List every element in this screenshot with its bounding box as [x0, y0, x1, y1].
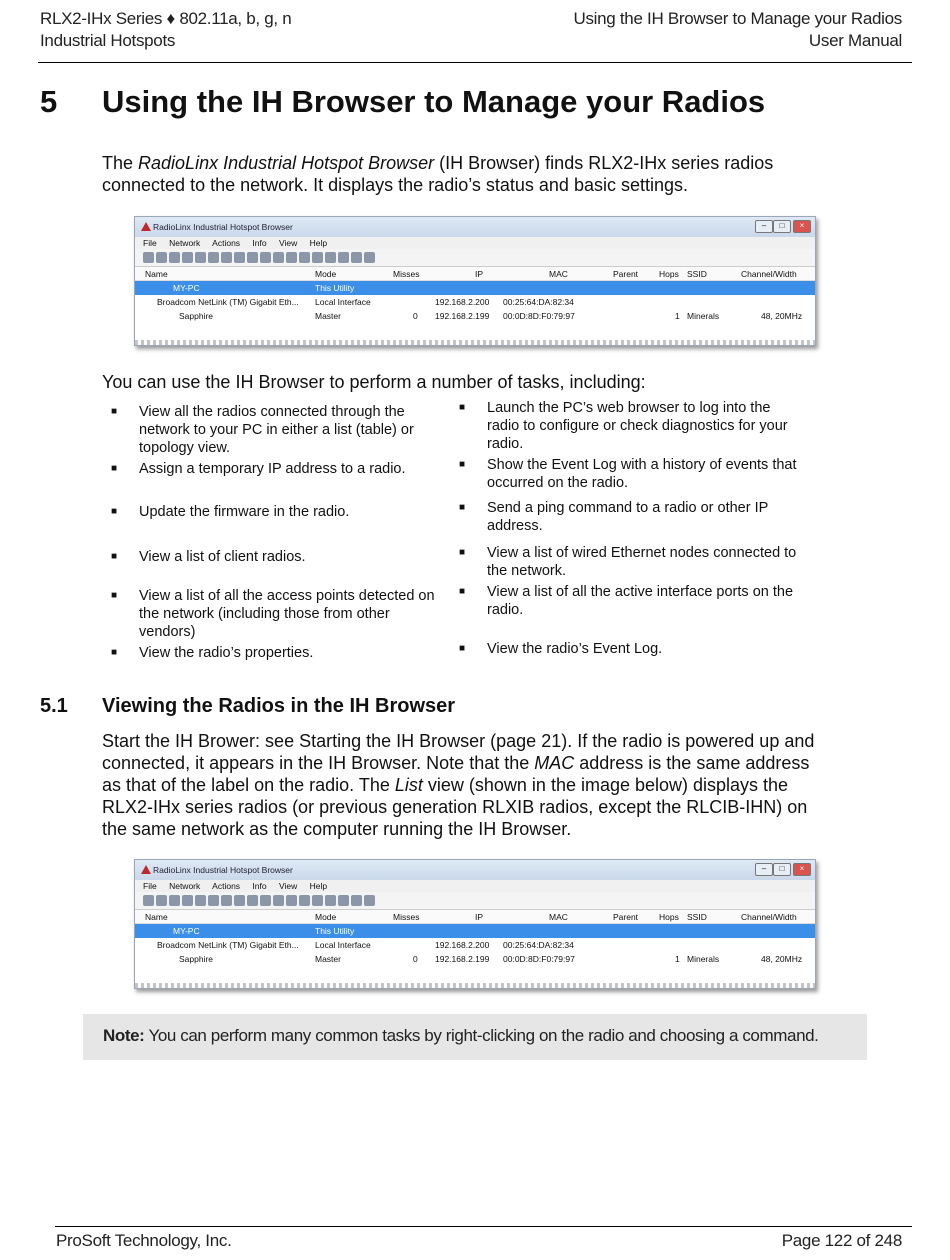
menu-actions: Actions	[212, 238, 241, 248]
maximize-icon: □	[773, 220, 791, 233]
col-name: Name	[145, 912, 168, 922]
task-text: View a list of client radios.	[139, 549, 306, 565]
task-text: View all the radios connected through the network to your PC in either a list (table) or topology view.	[139, 404, 414, 456]
cell-hops: 1	[675, 311, 680, 321]
menu-bar	[135, 237, 815, 249]
table-row	[135, 309, 815, 323]
task-bullet-right	[459, 399, 802, 453]
table-row	[135, 281, 815, 295]
bullet-square-icon: ■	[111, 506, 118, 517]
wand-icon	[156, 895, 167, 906]
cell-channel: 48, 20MHz	[761, 954, 803, 964]
bullet-square-icon: ■	[111, 463, 118, 474]
task-text: View a list of all the access points detected on the network (including those from other vendors)	[139, 588, 435, 640]
cell-name: Sapphire	[179, 954, 214, 964]
cell-ssid: Minerals	[687, 311, 720, 321]
bullet-square-icon: ■	[459, 402, 466, 413]
col-channel-width: Channel/Width	[741, 912, 797, 922]
bullet-square-icon: ■	[111, 551, 118, 562]
task-bullet-left	[111, 503, 439, 521]
task-bullet-right	[459, 456, 802, 492]
col-ip: IP	[475, 912, 484, 922]
header-divider	[38, 62, 912, 63]
topology-icon	[195, 252, 206, 263]
running-header-right	[573, 8, 902, 52]
radiolinx-logo-icon	[141, 222, 151, 231]
scan-icon	[143, 895, 154, 906]
section-paragraph	[102, 730, 827, 840]
document-icon	[351, 252, 362, 263]
col-misses: Misses	[393, 269, 420, 279]
bullet-square-icon: ■	[459, 459, 466, 470]
page-icon	[338, 895, 349, 906]
window-titlebar	[135, 217, 815, 237]
zoom-in-icon	[312, 895, 323, 906]
task-bullet-right	[459, 499, 802, 535]
table-header	[135, 910, 815, 924]
menu-bar	[135, 880, 815, 892]
zoom-out-icon	[325, 895, 336, 906]
user-icon	[299, 252, 310, 263]
cell-channel: 48, 20MHz	[761, 311, 803, 321]
mac-term: MAC	[534, 753, 575, 773]
task-bullet-left	[111, 548, 439, 566]
clients-icon	[286, 252, 297, 263]
monitor-icon	[260, 252, 271, 263]
intro-paragraph	[102, 152, 832, 196]
intro-text: The	[102, 153, 139, 173]
col-mode: Mode	[315, 269, 337, 279]
toolbar	[135, 249, 815, 267]
zoom-out-icon	[325, 252, 336, 263]
task-text: View a list of all the active interface ports on the radio.	[487, 584, 794, 618]
chapter-heading	[40, 84, 765, 120]
window-titlebar	[135, 860, 815, 880]
footer-divider	[55, 1226, 912, 1227]
col-ssid: SSID	[687, 269, 707, 279]
cell-mode: Master	[315, 954, 341, 964]
cell-mode: Local Interface	[315, 297, 371, 307]
task-text: View a list of wired Ethernet nodes connected to the network.	[487, 545, 797, 579]
intro-text-rest: (IH Browser) finds RLX2-IHx series radios connected to the network. It displays the radio’s status and basic settings.	[102, 153, 774, 195]
chapter-number: 5	[40, 84, 58, 119]
cell-misses: 0	[413, 311, 418, 321]
help-icon	[364, 895, 375, 906]
menu-info: Info	[252, 881, 267, 891]
table-row	[135, 938, 815, 952]
task-text: View the radio’s Event Log.	[487, 641, 663, 657]
cell-mode: This Utility	[315, 283, 355, 293]
tree-view-icon	[247, 252, 258, 263]
cell-mode: Master	[315, 311, 341, 321]
cell-hops: 1	[675, 954, 680, 964]
radiolinx-logo-icon	[141, 865, 151, 874]
footer-page-number: Page 122 of 248	[781, 1231, 902, 1250]
link-icon	[208, 252, 219, 263]
col-channel-width: Channel/Width	[741, 269, 797, 279]
section-title: Viewing the Radios in the IH Browser	[102, 695, 456, 717]
cell-mode: Local Interface	[315, 940, 371, 950]
list-view-icon	[234, 252, 245, 263]
cell-mac: 00:25:64:DA:82:34	[503, 297, 574, 307]
user-icon	[299, 895, 310, 906]
menu-file: File	[143, 881, 157, 891]
menu-help: Help	[309, 881, 328, 891]
product-name: RadioLinx Industrial Hotspot Browser	[138, 153, 435, 173]
footer-company: ProSoft Technology, Inc.	[56, 1231, 232, 1250]
bullet-square-icon: ■	[459, 502, 466, 513]
task-text: Send a ping command to a radio or other IP address.	[487, 500, 769, 534]
task-text: Update the firmware in the radio.	[139, 504, 350, 520]
menu-help: Help	[309, 238, 328, 248]
chapter-title: Using the IH Browser to Manage your Radios	[102, 84, 766, 119]
menu-network: Network	[169, 881, 201, 891]
bullet-square-icon: ■	[459, 643, 466, 654]
minimize-icon: –	[755, 863, 773, 876]
network-icon	[182, 895, 193, 906]
cell-mode: This Utility	[315, 926, 355, 936]
col-hops: Hops	[659, 912, 679, 922]
col-misses: Misses	[393, 912, 420, 922]
menu-view: View	[278, 881, 298, 891]
scan-icon	[143, 252, 154, 263]
bullet-square-icon: ■	[459, 547, 466, 558]
col-ssid: SSID	[687, 912, 707, 922]
globe-icon	[169, 252, 180, 263]
section-text: view (shown in the image below) displays the RLX2-IHx series radios (or previous generation RLXIB radios, except the RLCIB-IHN) on the same network as the computer running the IH Browser.	[102, 775, 808, 839]
col-mac: MAC	[549, 912, 568, 922]
bullet-square-icon: ■	[111, 406, 118, 417]
monitor-icon	[260, 895, 271, 906]
task-bullet-left	[111, 403, 439, 457]
header-doc-type: User Manual	[808, 31, 902, 50]
header-subtitle: Industrial Hotspots	[40, 31, 176, 50]
bullet-square-icon: ■	[111, 590, 118, 601]
properties-icon	[221, 252, 232, 263]
cell-name: MY-PC	[173, 926, 200, 936]
window-title: RadioLinx Industrial Hotspot Browser	[153, 222, 293, 232]
menu-actions: Actions	[212, 881, 241, 891]
col-hops: Hops	[659, 269, 679, 279]
document-icon	[351, 895, 362, 906]
tasks-intro: You can use the IH Browser to perform a number of tasks, including:	[102, 372, 646, 392]
cell-ip: 192.168.2.200	[435, 940, 490, 950]
running-header-left	[40, 8, 291, 52]
list-term: List	[394, 775, 423, 795]
ping-icon	[273, 895, 284, 906]
ping-icon	[273, 252, 284, 263]
menu-file: File	[143, 238, 157, 248]
globe-icon	[169, 895, 180, 906]
task-bullet-left	[111, 460, 439, 478]
task-bullet-right	[459, 583, 802, 619]
section-text: address is the same address as that of the label on the radio. The	[102, 753, 810, 795]
note-body: You can perform many common tasks by right-clicking on the radio and choosing a command.	[144, 1026, 819, 1045]
cell-mac: 00:25:64:DA:82:34	[503, 940, 574, 950]
close-icon: ×	[793, 220, 811, 233]
topology-icon	[195, 895, 206, 906]
link-icon	[208, 895, 219, 906]
cell-name: MY-PC	[173, 283, 200, 293]
clients-icon	[286, 895, 297, 906]
task-text: Assign a temporary IP address to a radio.	[139, 461, 406, 477]
properties-icon	[221, 895, 232, 906]
bullet-square-icon: ■	[459, 586, 466, 597]
network-icon	[182, 252, 193, 263]
close-icon: ×	[793, 863, 811, 876]
bullet-square-icon: ■	[111, 647, 118, 658]
col-ip: IP	[475, 269, 484, 279]
cell-mac: 00:0D:8D:F0:79:97	[503, 954, 575, 964]
col-mac: MAC	[549, 269, 568, 279]
menu-info: Info	[252, 238, 267, 248]
list-view-icon	[234, 895, 245, 906]
torn-edge	[135, 340, 815, 345]
table-row	[135, 952, 815, 966]
cell-ip: 192.168.2.199	[435, 954, 490, 964]
window-title: RadioLinx Industrial Hotspot Browser	[153, 865, 293, 875]
col-name: Name	[145, 269, 168, 279]
col-mode: Mode	[315, 912, 337, 922]
task-bullet-right	[459, 544, 802, 580]
zoom-in-icon	[312, 252, 323, 263]
header-product: RLX2-IHx Series ♦ 802.11a, b, g, n	[40, 9, 292, 28]
header-chapter: Using the IH Browser to Manage your Radios	[573, 9, 902, 28]
cell-ip: 192.168.2.199	[435, 311, 490, 321]
task-bullet-left	[111, 587, 439, 641]
ih-browser-screenshot	[134, 216, 816, 346]
cell-name: Sapphire	[179, 311, 214, 321]
section-heading	[40, 695, 455, 718]
help-icon	[364, 252, 375, 263]
task-bullet-right	[459, 640, 802, 658]
task-text: Show the Event Log with a history of events that occurred on the radio.	[487, 457, 797, 491]
maximize-icon: □	[773, 863, 791, 876]
note-box	[83, 1014, 867, 1060]
toolbar	[135, 892, 815, 910]
menu-view: View	[278, 238, 298, 248]
task-text: Launch the PC’s web browser to log into the radio to configure or check diagnostics for your radio.	[487, 400, 788, 452]
menu-network: Network	[169, 238, 201, 248]
wand-icon	[156, 252, 167, 263]
section-number: 5.1	[40, 695, 68, 717]
note-label: Note:	[103, 1026, 145, 1045]
table-row	[135, 924, 815, 938]
cell-mac: 00:0D:8D:F0:79:97	[503, 311, 575, 321]
table-row	[135, 295, 815, 309]
cell-name: Broadcom NetLink (TM) Gigabit Eth...	[157, 940, 299, 950]
cell-name: Broadcom NetLink (TM) Gigabit Eth...	[157, 297, 299, 307]
task-text: View the radio’s properties.	[139, 645, 314, 661]
table-header	[135, 267, 815, 281]
ih-browser-list-view-screenshot	[134, 859, 816, 989]
note-text	[103, 1026, 819, 1046]
cell-ssid: Minerals	[687, 954, 720, 964]
tree-view-icon	[247, 895, 258, 906]
page-icon	[338, 252, 349, 263]
cell-misses: 0	[413, 954, 418, 964]
task-bullet-left	[111, 644, 439, 662]
minimize-icon: –	[755, 220, 773, 233]
cell-ip: 192.168.2.200	[435, 297, 490, 307]
torn-edge	[135, 983, 815, 988]
col-parent: Parent	[613, 269, 639, 279]
section-text: Start the IH Brower: see Starting the IH Browser (page 21). If the radio is powered up and connected, it appears in the IH Browser. Note that the	[102, 731, 815, 773]
col-parent: Parent	[613, 912, 639, 922]
